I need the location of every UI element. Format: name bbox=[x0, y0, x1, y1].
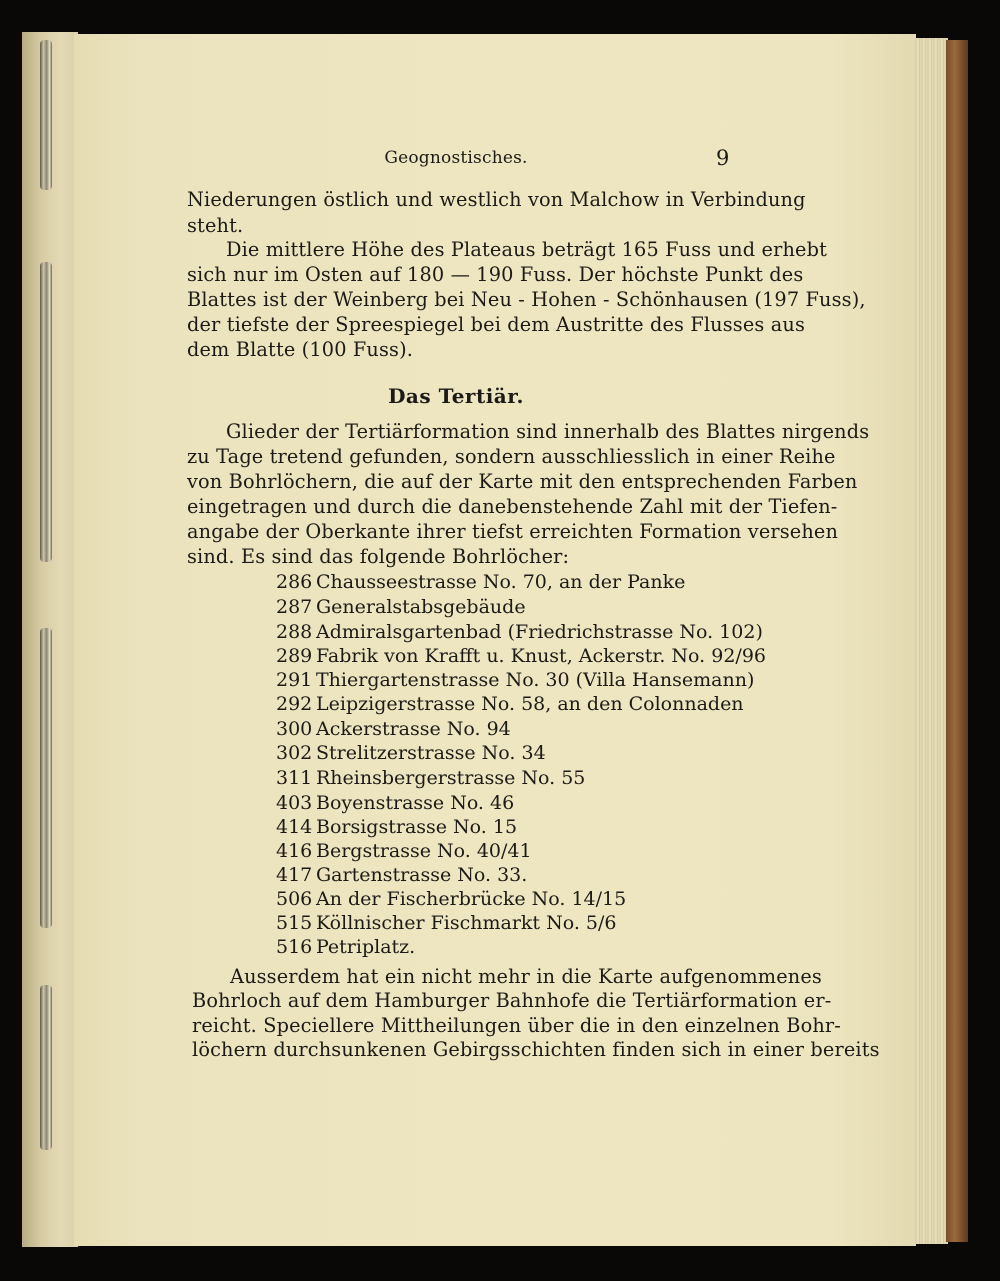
book-cover-edge bbox=[946, 40, 968, 1242]
text-line: Ausserdem hat ein nicht mehr in die Karte aufgenommenes bbox=[230, 965, 822, 988]
list-item bbox=[276, 718, 511, 740]
list-item bbox=[276, 888, 626, 910]
list-item bbox=[276, 742, 546, 764]
borehole-number: 288 bbox=[276, 621, 313, 643]
text-line: steht. bbox=[187, 214, 244, 237]
list-item bbox=[276, 693, 744, 715]
borehole-number: 416 bbox=[276, 840, 313, 862]
text-line: Bohrloch auf dem Hamburger Bahnhofe die Tertiärformation er- bbox=[192, 989, 832, 1012]
binding-thread bbox=[40, 628, 52, 928]
running-header: Geognostisches. bbox=[384, 148, 528, 168]
borehole-location: Petriplatz. bbox=[316, 936, 416, 958]
list-item bbox=[276, 816, 517, 838]
list-item bbox=[276, 912, 616, 934]
text-line: Die mittlere Höhe des Plateaus beträgt 165 Fuss und erhebt bbox=[226, 238, 827, 261]
borehole-number: 291 bbox=[276, 669, 313, 691]
binding-thread bbox=[40, 985, 52, 1150]
list-item bbox=[276, 596, 526, 618]
text-line: Blattes ist der Weinberg bei Neu - Hohen - Schönhausen (197 Fuss), bbox=[187, 288, 866, 311]
list-item bbox=[276, 792, 514, 814]
list-item bbox=[276, 669, 754, 691]
borehole-location: Ackerstrasse No. 94 bbox=[316, 718, 511, 740]
borehole-location: Generalstabsgebäude bbox=[316, 596, 526, 618]
borehole-location: Admiralsgartenbad (Friedrichstrasse No. 102) bbox=[316, 621, 763, 643]
borehole-number: 289 bbox=[276, 645, 313, 667]
text-line: Glieder der Tertiärformation sind innerhalb des Blattes nirgends bbox=[226, 420, 870, 443]
binding-thread bbox=[40, 262, 52, 562]
list-item bbox=[276, 645, 766, 667]
borehole-location: Leipzigerstrasse No. 58, an den Colonnaden bbox=[316, 693, 744, 715]
text-line: reicht. Speciellere Mittheilungen über die in den einzelnen Bohr- bbox=[192, 1014, 841, 1037]
borehole-location: Borsigstrasse No. 15 bbox=[316, 816, 518, 838]
borehole-number: 287 bbox=[276, 596, 313, 618]
borehole-location: Köllnischer Fischmarkt No. 5/6 bbox=[316, 912, 617, 934]
borehole-location: Thiergartenstrasse No. 30 (Villa Hansemann) bbox=[316, 669, 755, 691]
list-item bbox=[276, 621, 763, 643]
borehole-location: Strelitzerstrasse No. 34 bbox=[316, 742, 546, 764]
borehole-location: Fabrik von Krafft u. Knust, Ackerstr. No. 92/96 bbox=[316, 645, 766, 667]
borehole-location: Rheinsbergerstrasse No. 55 bbox=[316, 767, 586, 789]
section-heading: Das Tertiär. bbox=[388, 384, 524, 408]
list-item bbox=[276, 767, 585, 789]
borehole-number: 417 bbox=[276, 864, 313, 886]
borehole-location: Chausseestrasse No. 70, an der Panke bbox=[316, 571, 686, 593]
borehole-number: 286 bbox=[276, 571, 313, 593]
text-line: der tiefste der Spreespiegel bei dem Austritte des Flusses aus bbox=[187, 313, 805, 336]
borehole-number: 414 bbox=[276, 816, 313, 838]
borehole-number: 515 bbox=[276, 912, 313, 934]
text-line: eingetragen und durch die danebenstehende Zahl mit der Tiefen- bbox=[187, 495, 838, 518]
borehole-location: Boyenstrasse No. 46 bbox=[316, 792, 515, 814]
list-item bbox=[276, 840, 532, 862]
page-number: 9 bbox=[716, 146, 730, 170]
borehole-number: 516 bbox=[276, 936, 313, 958]
borehole-number: 300 bbox=[276, 718, 313, 740]
page-edges bbox=[914, 38, 948, 1244]
text-line: sind. Es sind das folgende Bohrlöcher: bbox=[187, 545, 570, 568]
list-item bbox=[276, 936, 415, 958]
list-item bbox=[276, 864, 527, 886]
borehole-number: 403 bbox=[276, 792, 313, 814]
borehole-number: 311 bbox=[276, 767, 313, 789]
text-line: angabe der Oberkante ihrer tiefst erreichten Formation versehen bbox=[187, 520, 839, 543]
borehole-location: Bergstrasse No. 40/41 bbox=[316, 840, 532, 862]
text-line: löchern durchsunkenen Gebirgsschichten finden sich in einer bereits bbox=[192, 1038, 880, 1061]
text-line: sich nur im Osten auf 180 — 190 Fuss. Der höchste Punkt des bbox=[187, 263, 804, 286]
borehole-number: 506 bbox=[276, 888, 313, 910]
list-item bbox=[276, 571, 685, 593]
text-line: von Bohrlöchern, die auf der Karte mit den entsprechenden Farben bbox=[187, 470, 858, 493]
text-line: zu Tage tretend gefunden, sondern ausschliesslich in einer Reihe bbox=[187, 445, 836, 468]
borehole-number: 302 bbox=[276, 742, 313, 764]
borehole-number: 292 bbox=[276, 693, 313, 715]
borehole-location: Gartenstrasse No. 33. bbox=[316, 864, 528, 886]
text-line: Niederungen östlich und westlich von Malchow in Verbindung bbox=[187, 188, 806, 211]
borehole-location: An der Fischerbrücke No. 14/15 bbox=[316, 888, 627, 910]
text-line: dem Blatte (100 Fuss). bbox=[187, 338, 414, 361]
